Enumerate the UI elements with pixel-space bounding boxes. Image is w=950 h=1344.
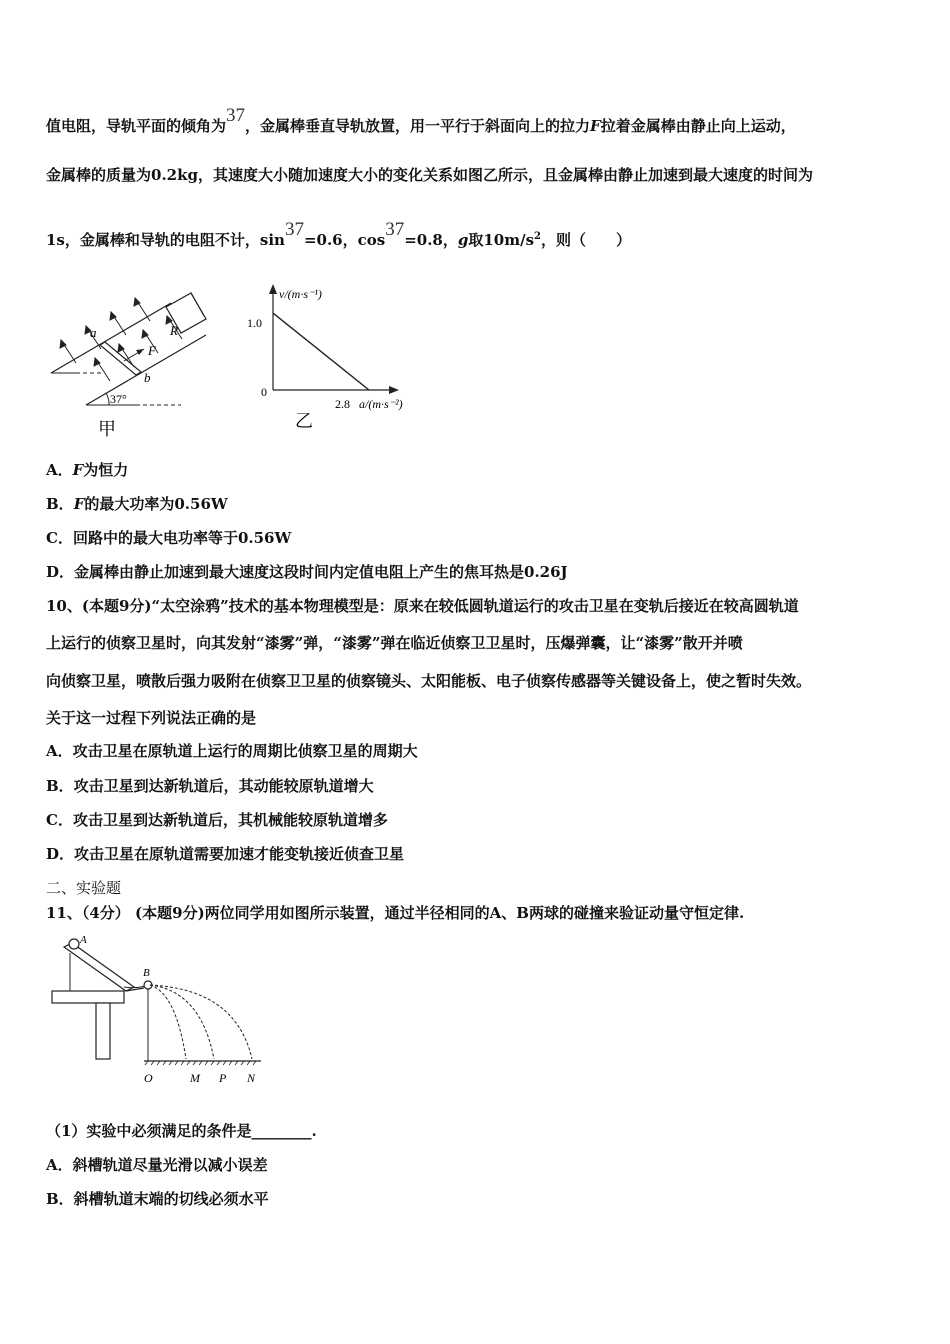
- q9-option-d[interactable]: D．金属棒由静止加速到最大速度这段时间内定值电阻上产生的焦耳热是0.26J: [46, 563, 568, 581]
- q9-option-c[interactable]: C．回路中的最大电功率等于0.56W: [46, 529, 292, 547]
- label-R: R: [170, 323, 178, 338]
- q10-option-b[interactable]: B．攻击卫星到达新轨道后，其动能较原轨道增大: [46, 777, 374, 795]
- angle-superscript: 37: [226, 105, 246, 126]
- q9-option-b[interactable]: B．F的最大功率为0.56W: [46, 495, 228, 513]
- q11-sub1: （1）实验中必须满足的条件是________.: [46, 1122, 317, 1140]
- q9-line1: 值电阻，导轨平面的倾角为37，金属棒垂直导轨放置，用一平行于斜面向上的拉力F拉着金属棒由静止向上运动，: [46, 105, 796, 135]
- v-a-graph: [245, 282, 435, 432]
- x-axis-label: a/(m·s⁻²): [359, 397, 403, 411]
- caption-yi: 乙: [295, 411, 313, 431]
- caption-jia: 甲: [98, 419, 116, 439]
- table-top: [52, 991, 124, 1003]
- q10-option-d[interactable]: D．攻击卫星在原轨道需要加速才能变轨接近侦查卫星: [46, 845, 405, 863]
- q9-line2: 金属棒的质量为0.2kg，其速度大小随加速度大小的变化关系如图乙所示，且金属棒由静止加速到最大速度的时间为: [46, 166, 813, 184]
- q10-line1: 10、(本题9分)“太空涂鸦”技术的基本物理模型是：原来在较低圆轨道运行的攻击卫星在变轨后接近在较高圆轨道: [46, 597, 799, 615]
- q9-option-a[interactable]: A．F为恒力: [46, 461, 129, 479]
- trajectory-p: [150, 985, 214, 1059]
- ramp: [64, 943, 134, 991]
- angle-arc: [106, 393, 109, 405]
- x-axis-arrow: [389, 386, 399, 394]
- q11-option-a[interactable]: A．斜槽轨道尽量光滑以减小误差: [46, 1156, 268, 1174]
- series-line: [273, 313, 369, 390]
- label-m: M: [190, 1071, 200, 1085]
- label-ball-a: A: [80, 934, 87, 946]
- label-b: b: [144, 370, 151, 385]
- collision-apparatus-figure: [46, 933, 271, 1088]
- y-axis-arrow: [269, 284, 277, 294]
- label-ball-b: B: [143, 967, 150, 979]
- label-F: F: [148, 343, 156, 358]
- q10-line3: 向侦察卫星，喷散后强力吸附在侦察卫卫星的侦察镜头、太阳能板、电子侦察传感器等关键设备上，使之暂时失效。: [46, 672, 812, 690]
- sin-angle: 37: [284, 219, 304, 240]
- label-p: P: [219, 1071, 227, 1085]
- label-o: O: [144, 1071, 153, 1085]
- field-arrows: [60, 298, 182, 381]
- y-tick-label: 1.0: [247, 316, 262, 330]
- y-axis-label: v/(m·s⁻¹): [279, 287, 322, 301]
- q11-stem: 11、（4分） (本题9分)两位同学用如图所示装置，通过半径相同的A、B两球的碰撞来验证动量守恒定律.: [46, 904, 745, 922]
- cos-angle: 37: [385, 219, 405, 240]
- table-leg: [96, 1003, 110, 1059]
- label-n: N: [247, 1071, 256, 1085]
- trajectory-n: [150, 985, 252, 1059]
- x-tick-label: 2.8: [335, 397, 350, 411]
- label-a: a: [90, 325, 97, 340]
- force-arrowhead: [136, 349, 144, 355]
- q10-option-c[interactable]: C．攻击卫星到达新轨道后，其机械能较原轨道增多: [46, 811, 388, 829]
- angle-label: 37°: [110, 392, 127, 406]
- incline-figure: [46, 285, 226, 440]
- q10-line4: 关于这一过程下列说法正确的是: [46, 709, 257, 727]
- origin-label: 0: [261, 385, 267, 399]
- q9-line3: 1s，金属棒和导轨的电阻不计，sin37=0.6，cos37=0.8，g取$10m/s^2$，则（ ）: [46, 219, 632, 249]
- q11-option-b[interactable]: B．斜槽轨道末端的切线必须水平: [46, 1190, 269, 1208]
- ball-a: [69, 939, 79, 949]
- q10-option-a[interactable]: A．攻击卫星在原轨道上运行的周期比侦察卫星的周期大: [46, 742, 418, 760]
- q10-line2: 上运行的侦察卫星时，向其发射“漆雾”弹，“漆雾”弹在临近侦察卫卫星时，压爆弹囊，让“漆雾”散开并喷: [46, 634, 743, 652]
- section-heading: 二、实验题: [46, 879, 122, 897]
